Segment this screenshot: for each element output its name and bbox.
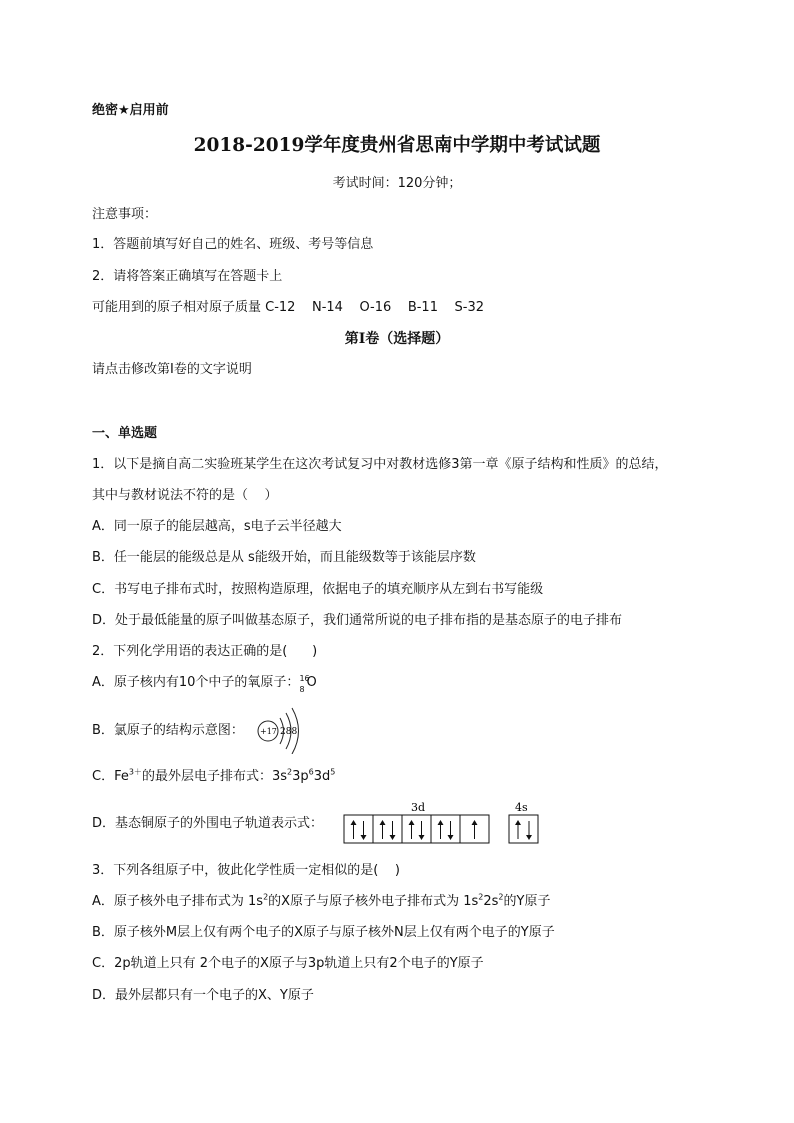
- orbital-box-4s: [509, 815, 538, 843]
- exam-time: 考试时间：120分钟；: [332, 176, 462, 191]
- page-title: 2018-2019学年度贵州省思南中学期中考试试题: [193, 135, 601, 156]
- q2-option-c-text: 的最外层电子排布式：3s: [141, 769, 287, 784]
- q1-stem-line2: 其中与教材说法不符的是（ ）: [92, 488, 278, 503]
- notice-item-2: 2．请将答案正确填写在答题卡上: [92, 269, 283, 284]
- section-title: 一、单选题: [92, 426, 158, 441]
- q3-option-a: [92, 893, 550, 911]
- arrow-head: [419, 835, 425, 840]
- arrow-head: [390, 835, 396, 840]
- notice-item-1: 1．答题前填写好自己的姓名、班级、考号等信息: [92, 237, 374, 252]
- q3-a-sup3: 2: [498, 892, 504, 902]
- isotope-atomic-number: 8: [299, 685, 305, 694]
- q1-stem-line1: 1．以下是摘自高二实验班某学生在这次考试复习中对教材选修3第一章《原子结构和性质》的总结，: [92, 457, 668, 472]
- q3-a-sup1: 2: [263, 892, 269, 902]
- q2-option-b-text: B．氯原子的结构示意图：: [92, 723, 244, 738]
- p-electrons: 6: [308, 767, 314, 777]
- orbital-box-3d: [402, 815, 431, 843]
- arrow-head: [380, 820, 386, 825]
- q1-option-a: A．同一原子的能层越高，s电子云半径越大: [92, 519, 342, 534]
- q2-option-a-text: A．原子核内有10个中子的氧原子：: [92, 675, 300, 690]
- label-3d: 3d: [411, 801, 426, 814]
- electron-shells: 288: [280, 727, 298, 737]
- q3-option-c: C．2p轨道上只有 2个电子的X原子与3p轨道上只有2个电子的Y原子: [92, 956, 484, 971]
- d-electrons: 5: [330, 767, 336, 777]
- orbital-boxes-3d: [344, 815, 489, 843]
- q3-option-b: B．原子核外M层上仅有两个电子的X原子与原子核外N层上仅有两个电子的Y原子: [92, 925, 555, 940]
- arrow-head: [515, 820, 521, 825]
- copper-orbital-diagram: [343, 797, 543, 845]
- isotope-mass: 16: [299, 674, 310, 683]
- part1-desc: 请点击修改第I卷的文字说明: [92, 362, 252, 377]
- secret-label: 绝密★启用前: [92, 103, 169, 118]
- arrow-head: [438, 820, 444, 825]
- chlorine-structure-diagram: [254, 706, 312, 754]
- atomic-mass-line: 可能用到的原子相对原子质量 C-12 N-14 O-16 B-11 S-32: [92, 300, 484, 315]
- isotope-symbol: O: [306, 675, 317, 690]
- q1-option-c: C．书写电子排布式时，按照构造原理，依据电子的填充顺序从左到右书写能级: [92, 582, 544, 597]
- orbital-box-3d: [431, 815, 460, 843]
- part1-title: 第I卷（选择题）: [344, 331, 450, 347]
- q3-a-part3: 2s: [483, 894, 499, 909]
- q2-stem: 2．下列化学用语的表达正确的是( ): [92, 644, 318, 659]
- arrow-head: [526, 835, 532, 840]
- q1-option-d: D．处于最低能量的原子叫做基态原子，我们通常所说的电子排布指的是基态原子的电子排布: [92, 613, 623, 628]
- nucleus-charge: +17: [260, 727, 277, 736]
- q3-a-part4: 的Y原子: [503, 894, 551, 909]
- arrow-head: [472, 820, 478, 825]
- q2-option-d: D．基态铜原子的外围电子轨道表示式：: [92, 816, 324, 831]
- fe-symbol: C．Fe: [92, 769, 129, 784]
- orbital-box-3d: [373, 815, 402, 843]
- q3-a-part2: 的X原子与原子核外电子排布式为 1s: [268, 894, 479, 909]
- arrow-head: [448, 835, 454, 840]
- q2-option-c: [92, 768, 335, 786]
- q3-stem: 3．下列各组原子中，彼此化学性质一定相似的是( ): [92, 863, 400, 878]
- p-orbital: 3p: [292, 769, 309, 784]
- orbital-box-3d: [344, 815, 373, 843]
- q2-option-b: [92, 722, 244, 740]
- oxygen-isotope: [299, 674, 317, 694]
- arrow-head: [361, 835, 367, 840]
- label-4s: 4s: [515, 801, 528, 814]
- q3-a-part1: A．原子核外电子排布式为 1s: [92, 894, 264, 909]
- q3-option-d: D．最外层都只有一个电子的X、Y原子: [92, 988, 314, 1003]
- q3-a-sup2: 2: [478, 892, 484, 902]
- s-electrons: 2: [286, 767, 293, 777]
- notice-title: 注意事项：: [92, 207, 158, 222]
- q1-option-b: B．任一能层的能级总是从 s能级开始，而且能级数等于该能层序数: [92, 550, 476, 565]
- arrow-head: [409, 820, 415, 825]
- orbital-boxes-4s: [509, 815, 538, 843]
- arrow-head: [351, 820, 357, 825]
- q2-option-a: [92, 674, 317, 694]
- fe-charge: 3＋: [128, 767, 142, 777]
- d-orbital: 3d: [313, 769, 331, 784]
